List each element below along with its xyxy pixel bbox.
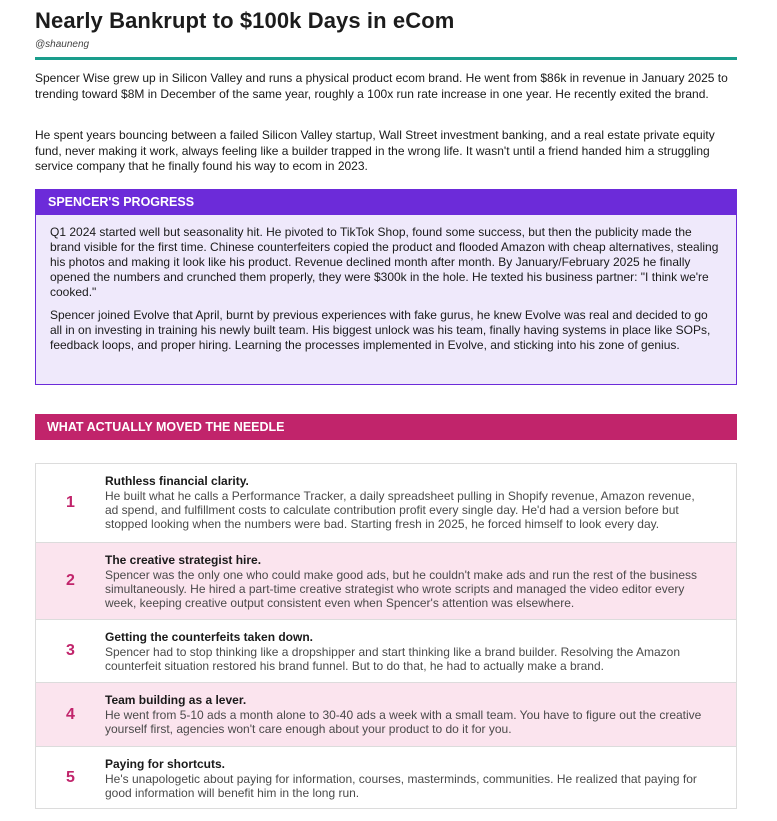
item-number: 5 bbox=[66, 768, 75, 786]
title-divider bbox=[35, 57, 737, 60]
list-item bbox=[36, 746, 736, 808]
needle-list bbox=[35, 463, 737, 809]
item-description: He went from 5-10 ads a month alone to 30-40 ads a week with a small team. You have to figure out the creative yourself first, agencies won't care enough about your product to do it for you. bbox=[105, 708, 702, 736]
item-title: Getting the counterfeits taken down. bbox=[105, 630, 314, 644]
item-title: The creative strategist hire. bbox=[105, 553, 262, 567]
item-title: Ruthless financial clarity. bbox=[105, 474, 249, 488]
item-number: 3 bbox=[66, 642, 75, 659]
item-description: Spencer was the only one who could make good ads, but he couldn't make ads and run the rest of the business simultaneously. He hired a part-time creative strategist who wrote scripts and managed the video editor every week, keeping creative output consistent even when Spencer's attention was elsewhere. bbox=[105, 568, 697, 610]
item-number: 1 bbox=[66, 494, 75, 511]
item-description: Spencer had to stop thinking like a dropshipper and start thinking like a brand builder. Resolving the Amazon counterfeit situation restored his brand funnel. But to do that, he had to actually make a brand. bbox=[105, 645, 681, 673]
list-item bbox=[36, 619, 736, 682]
intro-paragraph-2: He spent years bouncing between a failed Silicon Valley startup, Wall Street investment banking, and a real estate private equity fund, never making it work, always feeling like a builder trapped in the wrong life. It wasn't until a friend handed him a struggling service company that he finally found his way to ecom in 2023. bbox=[35, 128, 715, 173]
needle-section-heading: WHAT ACTUALLY MOVED THE NEEDLE bbox=[35, 414, 737, 440]
item-title: Team building as a lever. bbox=[105, 693, 247, 707]
list-item bbox=[36, 682, 736, 746]
item-content bbox=[105, 543, 736, 619]
progress-section-heading: SPENCER'S PROGRESS bbox=[35, 189, 737, 215]
item-content bbox=[105, 620, 736, 682]
author-handle: @shauneng bbox=[35, 39, 90, 50]
list-item bbox=[36, 542, 736, 619]
list-item bbox=[36, 464, 736, 542]
item-content bbox=[105, 747, 736, 808]
item-content bbox=[105, 464, 736, 542]
progress-paragraph-2: Spencer joined Evolve that April, burnt by previous experiences with fake gurus, he knew Evolve was real and decided to go all in on investing in training his newly built team. His biggest unlock was his team, finally having systems in place like SOPs, feedback loops, and proper hiring. Learning the processes implemented in Evolve, and sticking into his zone of genius. bbox=[50, 308, 711, 352]
page-title: Nearly Bankrupt to $100k Days in eCom bbox=[35, 8, 455, 33]
item-number: 2 bbox=[66, 572, 75, 589]
item-content bbox=[105, 683, 736, 746]
item-title: Paying for shortcuts. bbox=[105, 757, 226, 771]
progress-paragraph-1: Q1 2024 started well but seasonality hit. He pivoted to TikTok Shop, found some success, but then the publicity made the brand visible for the first time. Chinese counterfeiters copied the product and flooded Amazon with cheap alternatives, stealing his photos and making it look like his product. Revenue declined month after month. By January/February 2025 he finally opened the numbers and crunched them properly, they were $300k in the hole. He texted his business partner: "I think we're cooked." bbox=[50, 225, 719, 299]
intro-paragraph-1: Spencer Wise grew up in Silicon Valley and runs a physical product ecom brand. He went from $86k in revenue in January 2025 to trending toward $8M in December of the same year, roughly a 100x run rate increase in one year. He recently exited the brand. bbox=[35, 71, 728, 101]
item-number: 4 bbox=[66, 705, 75, 723]
item-description: He's unapologetic about paying for information, courses, masterminds, communities. He realized that paying for good information will benefit him in the long run. bbox=[105, 772, 697, 800]
item-description: He built what he calls a Performance Tracker, a daily spreadsheet pulling in Shopify revenue, Amazon revenue, ad spend, and fulfillment costs to calculate contribution profit every single day. He'd had a version before but stopped looking when the numbers were bad. Starting fresh in 2025, he forced himself to look every day. bbox=[105, 489, 695, 531]
progress-section-body bbox=[35, 215, 737, 385]
